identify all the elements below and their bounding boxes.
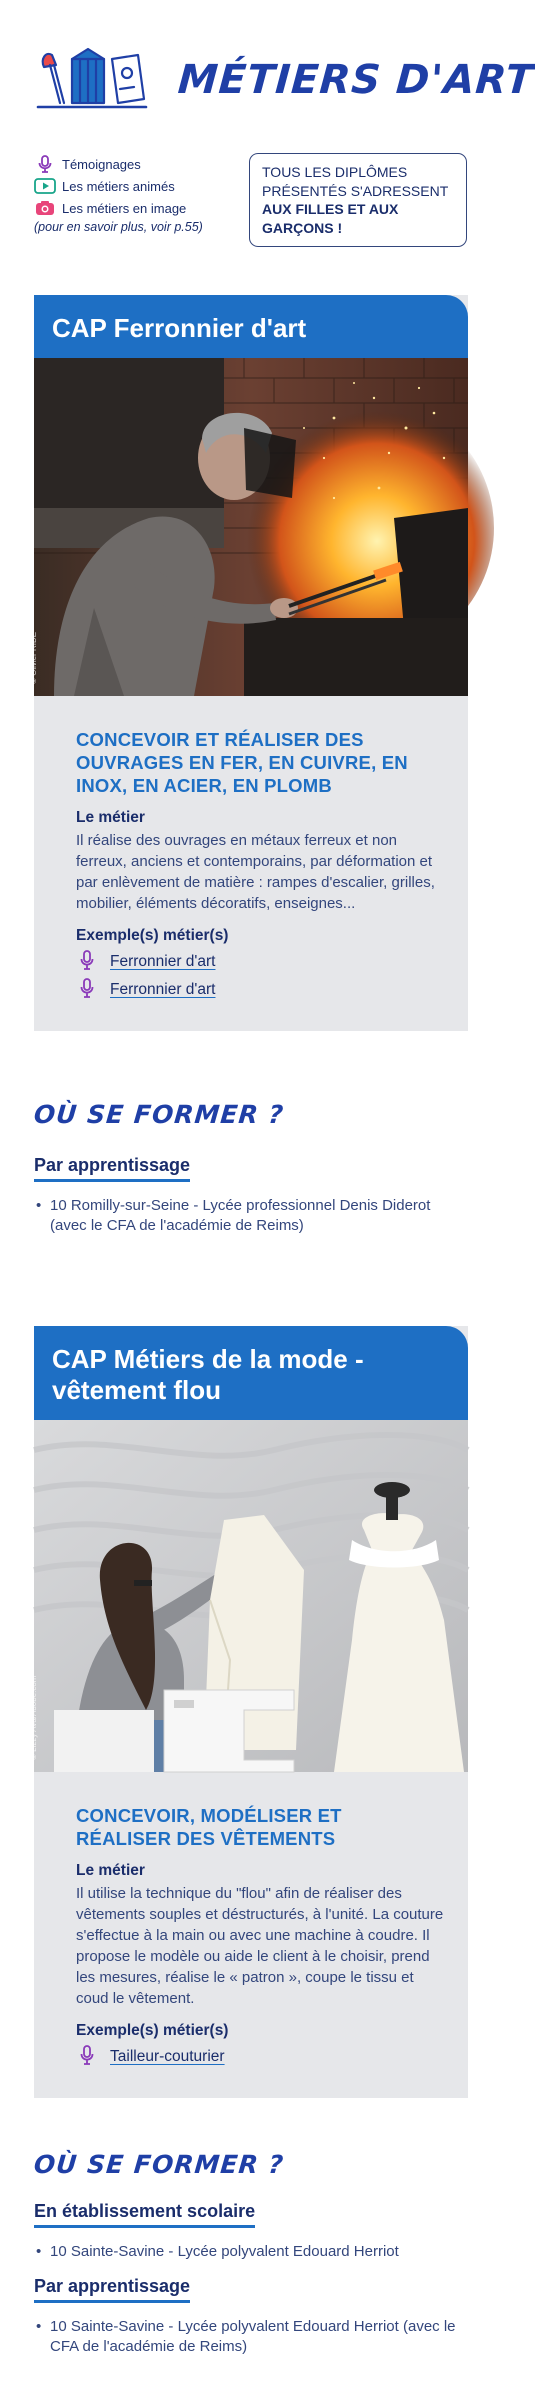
notice-line: TOUS LES DIPLÔMES [262,164,408,180]
card-headline [76,728,448,797]
notice-box [249,153,467,247]
card-photo-couture [29,1420,468,1772]
section-label: Par apprentissage [34,2276,190,2303]
legend-item-animes [34,175,244,197]
photo-credit: © Lizzy Ava/Adobe.com [29,1675,38,1760]
list-item-text: 10 Sainte-Savine - Lycée polyvalent Edouard Herriot [50,2243,399,2260]
card-title-line: vêtement flou [52,1375,222,1405]
headline-line: CONCEVOIR ET RÉALISER DES [76,729,364,750]
legend-item-image [34,197,244,219]
play-icon [34,177,56,195]
headline-line: CONCEVOIR, MODÉLISER ET [76,1805,342,1826]
example-link[interactable]: Ferronnier d'art [110,981,216,998]
microphone-icon [80,2045,98,2070]
metier-description: Il réalise des ouvrages en métaux ferreux et non ferreux, anciens et contemporains, par déformation et par enlèvement de matière : rampes d'escalier, grilles, mobilier, éléments décoratifs, enseignes... [76,832,435,912]
card-headline [76,1804,448,1850]
card-title-line: CAP Métiers de la mode - [52,1344,364,1374]
list-item [34,1196,468,1236]
legend-label: Témoignages [62,156,141,172]
card-body [34,1772,468,2098]
page-header [34,40,535,120]
legend-label: Les métiers animés [62,178,175,194]
formation-card-mode [29,1326,468,2098]
notice-line: AUX FILLES ET AUX [262,201,399,217]
example-item [76,979,448,1001]
art-tools-icon [34,45,158,115]
legend-note: (pour en savoir plus, voir p.55) [34,220,203,234]
legend-label: Les métiers en image [62,200,187,216]
notice-line: PRÉSENTÉS S'ADRESSENT [262,182,449,199]
headline-line: INOX, EN ACIER, EN PLOMB [76,775,332,796]
bullet-dot: • [36,1197,42,1214]
where-section-2 [34,2150,468,2357]
headline-line: RÉALISER DES VÊTEMENTS [76,1828,336,1849]
metier-label: Le métier [76,1862,145,1879]
examples-label: Exemple(s) métier(s) [76,2022,229,2039]
example-item [76,951,448,973]
example-link[interactable]: Ferronnier d'art [110,953,216,970]
photo-credit: © Olivier RIDE [29,631,38,684]
card-body [34,696,468,1031]
example-link[interactable]: Tailleur-couturier [110,2048,225,2065]
bullet-dot: • [36,2318,42,2335]
headline-line: OUVRAGES EN FER, EN CUIVRE, EN [76,752,408,773]
where-title: OÙ SE FORMER ? [32,1100,286,1129]
list-item-text: 10 Sainte-Savine - Lycée polyvalent Edouard Herriot (avec le CFA de l'académie de Reims) [50,2318,456,2355]
camera-icon [34,199,56,217]
examples-label: Exemple(s) métier(s) [76,927,229,944]
microphone-icon [80,950,98,975]
microphone-icon [80,978,98,1003]
page-title: MÉTIERS D'ART [176,57,535,103]
card-title: CAP Ferronnier d'art [34,295,468,358]
formation-card-ferronnier [29,295,468,1031]
legend [34,153,244,234]
bullet-dot: • [36,2243,42,2260]
card-photo-forge [29,358,468,696]
metier-label: Le métier [76,809,145,826]
microphone-icon [34,155,56,173]
where-section-1 [34,1100,468,1236]
list-item [34,2242,468,2262]
metier-description: Il utilise la technique du "flou" afin de réaliser des vêtements souples et déstructurés, à l'unité. La couture s'effectue à la main ou avec une machine à coudre. Il propose le modèle ou aide le client à le choisir, prend les mesures, réalise le « patron », coupe le tissu et coud le vêtement. [76,1885,444,2007]
card-title [34,1326,468,1420]
example-item [76,2046,448,2068]
list-item [34,2317,468,2357]
section-label: Par apprentissage [34,1155,190,1182]
section-label: En établissement scolaire [34,2201,255,2228]
legend-item-temoignages [34,153,244,175]
where-title: OÙ SE FORMER ? [32,2150,286,2179]
notice-line: GARÇONS ! [262,219,343,236]
list-item-text: 10 Romilly-sur-Seine - Lycée professionnel Denis Diderot (avec le CFA de l'académie de Reims) [50,1197,431,1234]
